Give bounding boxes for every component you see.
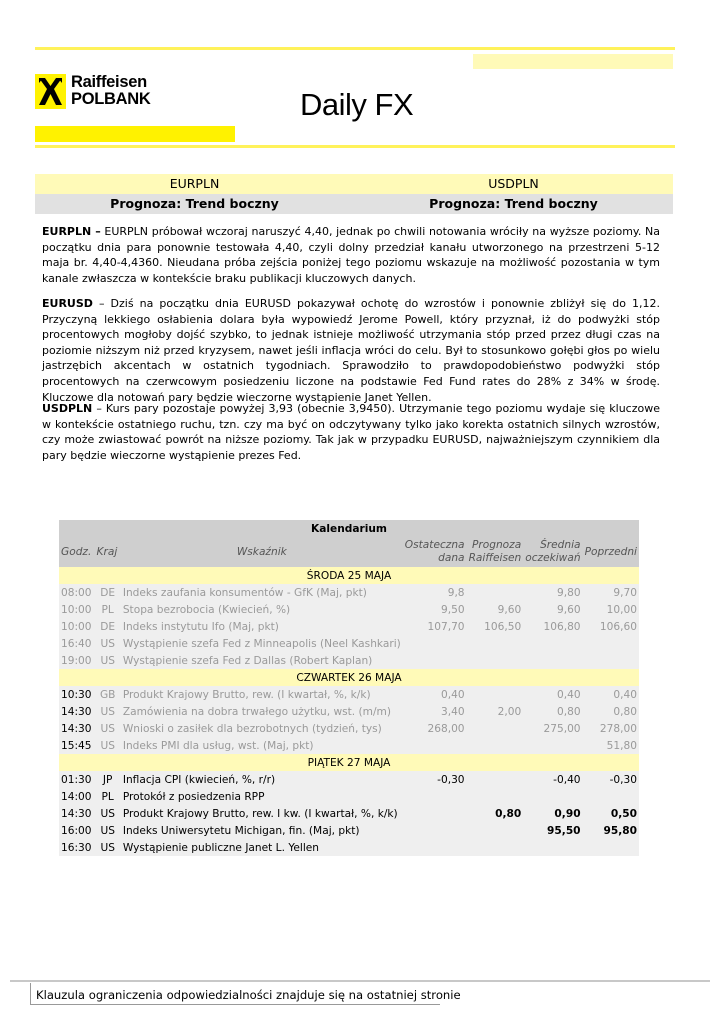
event-consensus (523, 737, 582, 754)
event-country: US (95, 822, 121, 839)
event-indicator: Wystąpienie szefa Fed z Dallas (Robert Kaplan) (121, 652, 403, 669)
event-previous (583, 635, 639, 652)
event-forecast (467, 635, 524, 652)
event-previous: 51,80 (583, 737, 639, 754)
event-consensus (523, 788, 582, 805)
header-consensus: Średnia oczekiwań (523, 537, 582, 567)
event-forecast: 2,00 (467, 703, 524, 720)
event-country: US (95, 720, 121, 737)
paragraph-body: – Kurs pary pozostaje powyżej 3,93 (obecnie 3,9450). Utrzymanie tego poziomu wydaje się kluczowe w kontekście ostatniego ruchu, tzn. czy ma być on odczytywany tylko jako korekta ostatnich silnych wzrostów, czy może zwiastować powrót na niższe poziomy. Tak jak w przypadku EURUSD, najważniejszym czynnikiem dla pary będzie wieczorne wystąpienie prezes Fed. (42, 402, 660, 462)
event-actual: 0,40 (403, 686, 467, 703)
event-indicator: Indeks Uniwersytetu Michigan, fin. (Maj, pkt) (121, 822, 403, 839)
paragraph-lead: USDPLN (42, 402, 93, 415)
event-consensus: -0,40 (523, 771, 582, 788)
paragraph-body: – Dziś na początku dnia EURUSD pokazywał ochotę do wzrostów i ponownie zbliżył się do 1,12. Przyczyną lekkiego osłabienia dolara była wypowiedź Jerome Powell, który przyznał, iż do podwyżki stóp procentowych mogłoby dojść szybko, to jednak istnieje możliwość utrzymania stóp przed przez długi czas na poziomie niższym niż przed kryzysem, nawet jeśli inflacja wróci do celu. Był to stosunkowo gołębi głos po wielu jastrzębich akcentach w ostatnich tygodniach. Sprawodziło to prawdopodobieństwo podwyżki stóp procentowych na czerwcowym posiedzeniu liczone na podstawie Fed Fund rates do 28% z 34% w środę. Kluczowe dla notowań pary będzie wieczorne wystąpienie Janet Yellen. (42, 297, 660, 404)
event-previous (583, 839, 639, 856)
event-time: 14:30 (59, 703, 95, 720)
event-forecast (467, 822, 524, 839)
calendar-table (59, 520, 639, 856)
logo-accent-bar (35, 126, 235, 142)
event-previous (583, 788, 639, 805)
footer-rule (10, 980, 710, 982)
event-time: 10:00 (59, 601, 95, 618)
event-time: 15:45 (59, 737, 95, 754)
event-indicator: Produkt Krajowy Brutto, rew. (I kwartał, %, k/k) (121, 686, 403, 703)
forecast-eurpln: Prognoza: Trend boczny (110, 196, 279, 211)
event-actual (403, 839, 467, 856)
event-indicator: Indeks zaufania konsumentów - GfK (Maj, pkt) (121, 584, 403, 601)
event-time: 10:00 (59, 618, 95, 635)
calendar-event-row (59, 618, 639, 635)
event-time: 19:00 (59, 652, 95, 669)
event-actual (403, 737, 467, 754)
event-time: 08:00 (59, 584, 95, 601)
header-accent-bar (473, 54, 673, 69)
event-previous: 278,00 (583, 720, 639, 737)
event-indicator: Wystąpienie szefa Fed z Minneapolis (Neel Kashkari) (121, 635, 403, 652)
event-forecast (467, 652, 524, 669)
document-title: Daily FX (300, 87, 414, 122)
event-forecast (467, 737, 524, 754)
event-actual: 107,70 (403, 618, 467, 635)
paragraph-lead: EURUSD (42, 297, 93, 310)
event-indicator: Indeks PMI dla usług, wst. (Maj, pkt) (121, 737, 403, 754)
calendar-event-row (59, 737, 639, 754)
event-indicator: Protokół z posiedzenia RPP (121, 788, 403, 805)
event-country: JP (95, 771, 121, 788)
calendar-day-label: ŚRODA 25 MAJA (59, 567, 639, 584)
calendar-event-row (59, 839, 639, 856)
event-time: 16:00 (59, 822, 95, 839)
calendar-event-row (59, 788, 639, 805)
logo-mark-icon (35, 74, 66, 109)
event-forecast: 0,80 (467, 805, 524, 822)
event-previous: 106,60 (583, 618, 639, 635)
calendar-day-label: CZWARTEK 26 MAJA (59, 669, 639, 686)
event-country: DE (95, 618, 121, 635)
event-previous (583, 652, 639, 669)
calendar-day-row (59, 754, 639, 771)
event-forecast (467, 771, 524, 788)
forecast-usdpln: Prognoza: Trend boczny (429, 196, 598, 211)
event-indicator: Indeks instytutu Ifo (Maj, pkt) (121, 618, 403, 635)
event-country: DE (95, 584, 121, 601)
event-time: 16:40 (59, 635, 95, 652)
event-country: US (95, 652, 121, 669)
calendar-day-row (59, 567, 639, 584)
event-actual: 3,40 (403, 703, 467, 720)
event-country: PL (95, 601, 121, 618)
event-forecast (467, 788, 524, 805)
event-time: 16:30 (59, 839, 95, 856)
event-country: PL (95, 788, 121, 805)
event-actual (403, 822, 467, 839)
event-previous: 0,40 (583, 686, 639, 703)
header-rule (35, 145, 675, 148)
calendar-event-row (59, 652, 639, 669)
event-indicator: Inflacja CPI (kwiecień, %, r/r) (121, 771, 403, 788)
event-previous: 10,00 (583, 601, 639, 618)
event-consensus: 275,00 (523, 720, 582, 737)
footer-disclaimer: Klauzula ograniczenia odpowiedzialności znajduje się na ostatniej stronie (36, 988, 461, 1002)
brand-logo (35, 74, 165, 116)
event-previous: 9,70 (583, 584, 639, 601)
event-consensus (523, 652, 582, 669)
event-country: US (95, 737, 121, 754)
event-actual: 9,8 (403, 584, 467, 601)
event-previous: 95,80 (583, 822, 639, 839)
header-indicator: Wskaźnik (121, 537, 403, 567)
paragraph-lead: EURPLN – (42, 225, 101, 238)
event-time: 10:30 (59, 686, 95, 703)
top-rule (35, 47, 675, 50)
paragraph-eurusd (42, 296, 660, 405)
calendar-event-row (59, 601, 639, 618)
calendar-day-row (59, 669, 639, 686)
brand-line1: Raiffeisen (71, 73, 147, 91)
event-consensus (523, 635, 582, 652)
calendar-event-row (59, 771, 639, 788)
event-country: US (95, 839, 121, 856)
event-previous: 0,80 (583, 703, 639, 720)
event-country: US (95, 703, 121, 720)
paragraph-usdpln (42, 401, 660, 463)
event-consensus: 0,90 (523, 805, 582, 822)
calendar-event-row (59, 584, 639, 601)
event-consensus: 9,60 (523, 601, 582, 618)
calendar-event-row (59, 703, 639, 720)
pair-usdpln: USDPLN (488, 176, 539, 191)
event-country: GB (95, 686, 121, 703)
event-actual: -0,30 (403, 771, 467, 788)
calendar-event-row (59, 686, 639, 703)
pairs-forecast (35, 194, 673, 214)
brand-line2: POLBANK (71, 90, 151, 108)
event-time: 01:30 (59, 771, 95, 788)
event-actual (403, 635, 467, 652)
header-time: Godz. (59, 537, 95, 567)
event-indicator: Wnioski o zasiłek dla bezrobotnych (tydzień, tys) (121, 720, 403, 737)
event-actual: 9,50 (403, 601, 467, 618)
event-consensus: 95,50 (523, 822, 582, 839)
header-country: Kraj (95, 537, 121, 567)
event-indicator: Produkt Krajowy Brutto, rew. I kw. (I kwartał, %, k/k) (121, 805, 403, 822)
pair-eurpln: EURPLN (169, 176, 220, 191)
paragraph-eurpln (42, 224, 660, 286)
event-indicator: Stopa bezrobocia (Kwiecień, %) (121, 601, 403, 618)
event-previous: 0,50 (583, 805, 639, 822)
event-indicator: Zamówienia na dobra trwałego użytku, wst. (m/m) (121, 703, 403, 720)
calendar-event-row (59, 635, 639, 652)
event-previous: -0,30 (583, 771, 639, 788)
event-forecast (467, 584, 524, 601)
event-forecast: 106,50 (467, 618, 524, 635)
event-actual (403, 788, 467, 805)
event-consensus: 0,80 (523, 703, 582, 720)
calendar-event-row (59, 720, 639, 737)
event-time: 14:30 (59, 805, 95, 822)
event-forecast: 9,60 (467, 601, 524, 618)
header-actual: Ostateczna dana (403, 537, 467, 567)
event-time: 14:30 (59, 720, 95, 737)
calendar-header-row (59, 537, 639, 567)
event-actual: 268,00 (403, 720, 467, 737)
event-forecast (467, 720, 524, 737)
event-forecast (467, 839, 524, 856)
event-country: US (95, 805, 121, 822)
pairs-header (35, 174, 673, 194)
calendar-day-label: PIĄTEK 27 MAJA (59, 754, 639, 771)
event-actual (403, 805, 467, 822)
event-indicator: Wystąpienie publiczne Janet L. Yellen (121, 839, 403, 856)
calendar-event-row (59, 822, 639, 839)
event-consensus (523, 839, 582, 856)
event-consensus: 9,80 (523, 584, 582, 601)
event-consensus: 106,80 (523, 618, 582, 635)
paragraph-body: EURPLN próbował wczoraj naruszyć 4,40, jednak po chwili notowania wróciły na wyższe poziomy. Na początku dnia para ponownie testowała 4,40, czyli dolny przedział kanału utworzonego na przestrzeni 5-12 maja br. 4,40-4,4360. Nieudana próba zejścia poniżej tego poziomu wskazuje na możliwość pozostania w tym kanale zwłaszcza w kontekście braku publikacji kluczowych danych. (42, 225, 660, 285)
event-time: 14:00 (59, 788, 95, 805)
calendar-title: Kalendarium (59, 520, 639, 537)
header-forecast: Prognoza Raiffeisen (467, 537, 524, 567)
event-forecast (467, 686, 524, 703)
event-consensus: 0,40 (523, 686, 582, 703)
calendar-event-row (59, 805, 639, 822)
event-country: US (95, 635, 121, 652)
event-actual (403, 652, 467, 669)
header-previous: Poprzedni (583, 537, 639, 567)
